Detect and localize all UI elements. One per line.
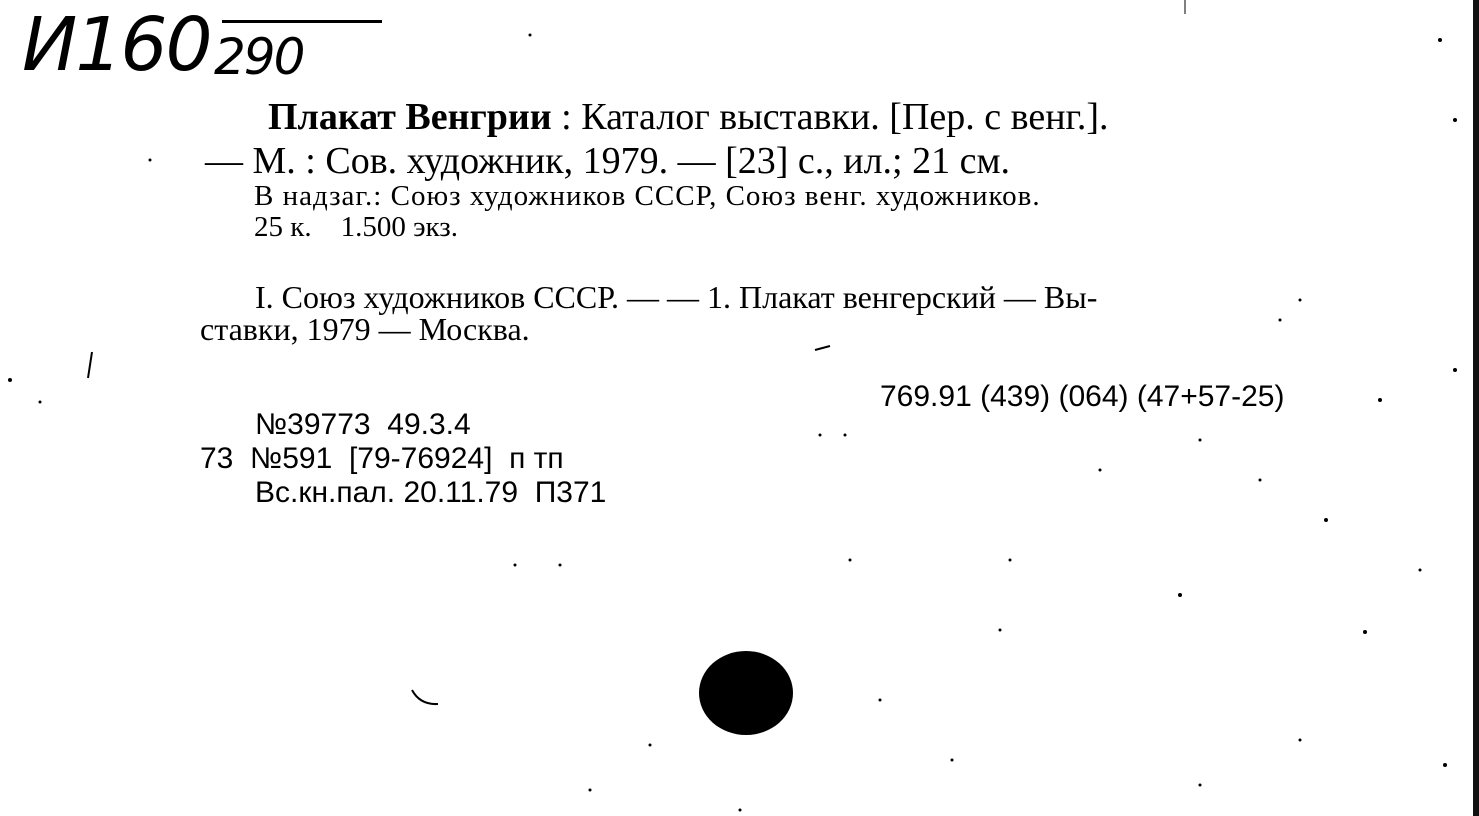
shelfmark-main: И160: [22, 2, 211, 88]
note-line: В надзаг.: Союз художников СССР, Союз венг. художников.: [254, 180, 1041, 212]
title-bold: Плакат Венгрии: [268, 96, 552, 138]
tracing-line-1: I. Союз художников СССР. — — 1. Плакат венгерский — Вы-: [255, 279, 1098, 315]
card-edge: [1473, 0, 1479, 816]
title-rest: : Каталог выставки. [Пер. с венг.].: [551, 96, 1109, 138]
registry-line-3: Вс.кн.пал. 20.11.79 П371: [255, 476, 607, 509]
tracing-line-2: ставки, 1979 — Москва.: [200, 311, 530, 347]
registry-line-1: №39773 49.3.4: [255, 408, 471, 441]
imprint-line: — М. : Сов. художник, 1979. — [23] с., ил.; 21 см.: [205, 140, 1011, 182]
classification-index: 769.91 (439) (064) (47+57-25): [880, 380, 1285, 413]
price-line: 25 к. 1.500 экз.: [254, 211, 458, 243]
registry-line-2: 73 №591 [79-76924] п тп: [200, 442, 564, 475]
shelfmark-denominator: 290: [214, 28, 304, 86]
